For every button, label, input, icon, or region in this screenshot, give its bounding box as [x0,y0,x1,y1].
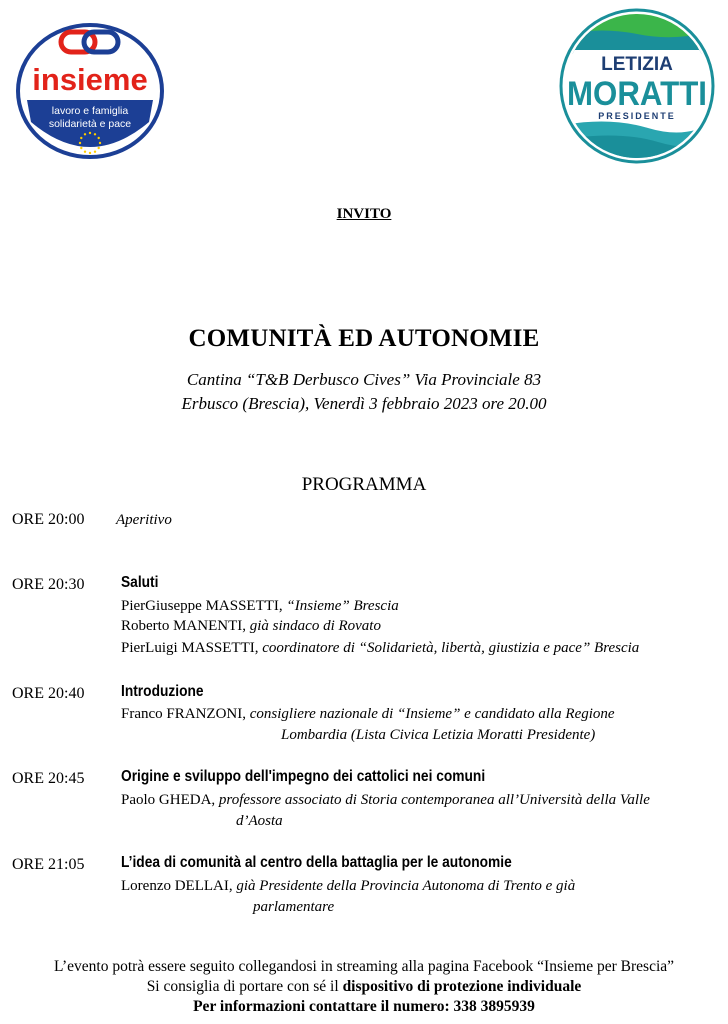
session-title: Saluti [121,574,159,591]
footer-advice [0,978,728,996]
programma-heading: PROGRAMMA [301,474,427,495]
insieme-tagline-1: lavoro e famiglia [51,105,129,117]
moratti-line-1: LETIZIA [601,54,673,75]
speaker-role: coordinatore di “Solidarietà, libertà, giustizia e pace” Brescia [262,640,640,656]
event-datetime: Erbusco (Brescia), Venerdì 3 febbraio 2023 ore 20.00 [181,394,547,413]
speaker-role: già Presidente della Provincia Autonoma di Trento e già [236,878,576,894]
session-time: ORE 20:30 [12,576,85,593]
session-title: Origine e sviluppo dell'impegno dei cattolici nei comuni [121,768,486,785]
session-time: ORE 21:05 [12,856,85,873]
speaker-name: Roberto MANENTI, [121,618,246,634]
speaker-role-continuation: d’Aosta [236,813,283,829]
speaker-role-continuation: parlamentare [253,899,335,915]
speaker-line [121,792,650,809]
speaker-role: professore associato di Storia contemporanea all’Università della Valle [218,792,650,808]
speaker-line [121,640,639,657]
speaker-role: già sindaco di Rovato [249,618,381,634]
session-time: ORE 20:40 [12,685,85,702]
session-time: ORE 20:45 [12,770,85,787]
session-title: L’idea di comunità al centro della battaglia per le autonomie [121,854,512,871]
footer-contact: Per informazioni contattare il numero: 338 3895939 [193,998,535,1015]
moratti-logo [558,8,716,164]
speaker-role-continuation: Lombardia (Lista Civica Letizia Moratti Presidente) [281,727,596,743]
speaker-line [121,618,381,635]
invito-heading: INVITO [336,206,392,222]
moratti-line-2: MORATTI [567,75,707,113]
speaker-name: Paolo GHEDA, [121,792,216,808]
session-time: ORE 20:00 [12,511,85,528]
speaker-line [121,598,399,615]
speaker-name: Lorenzo DELLAI, [121,878,233,894]
speaker-role: consigliere nazionale di “Insieme” e candidato alla Regione [249,706,615,722]
insieme-tagline-2: solidarietà e pace [48,118,132,130]
speaker-line [121,878,575,895]
speaker-line [121,706,615,723]
footer-advice-bold: dispositivo di protezione individuale [342,978,582,995]
moratti-line-3: PRESIDENTE [598,111,676,121]
speaker-name: Franco FRANZONI, [121,706,246,722]
event-title: COMUNITÀ ED AUTONOMIE [188,325,540,352]
session-label: Aperitivo [116,512,172,528]
speaker-role: “Insieme” Brescia [286,598,399,614]
insieme-logo-name: insieme [32,62,148,97]
event-venue: Cantina “T&B Derbusco Cives” Via Provinciale 83 [186,370,542,389]
speaker-name: PierLuigi MASSETTI, [121,640,259,656]
session-title: Introduzione [121,683,204,700]
speaker-name: PierGiuseppe MASSETTI, [121,598,283,614]
footer-streaming: L’evento potrà essere seguito collegandosi in streaming alla pagina Facebook “Insieme per Brescia” [53,958,675,975]
insieme-logo [15,22,165,160]
footer-advice-text: Si consiglia di portare con sé il [146,978,343,995]
